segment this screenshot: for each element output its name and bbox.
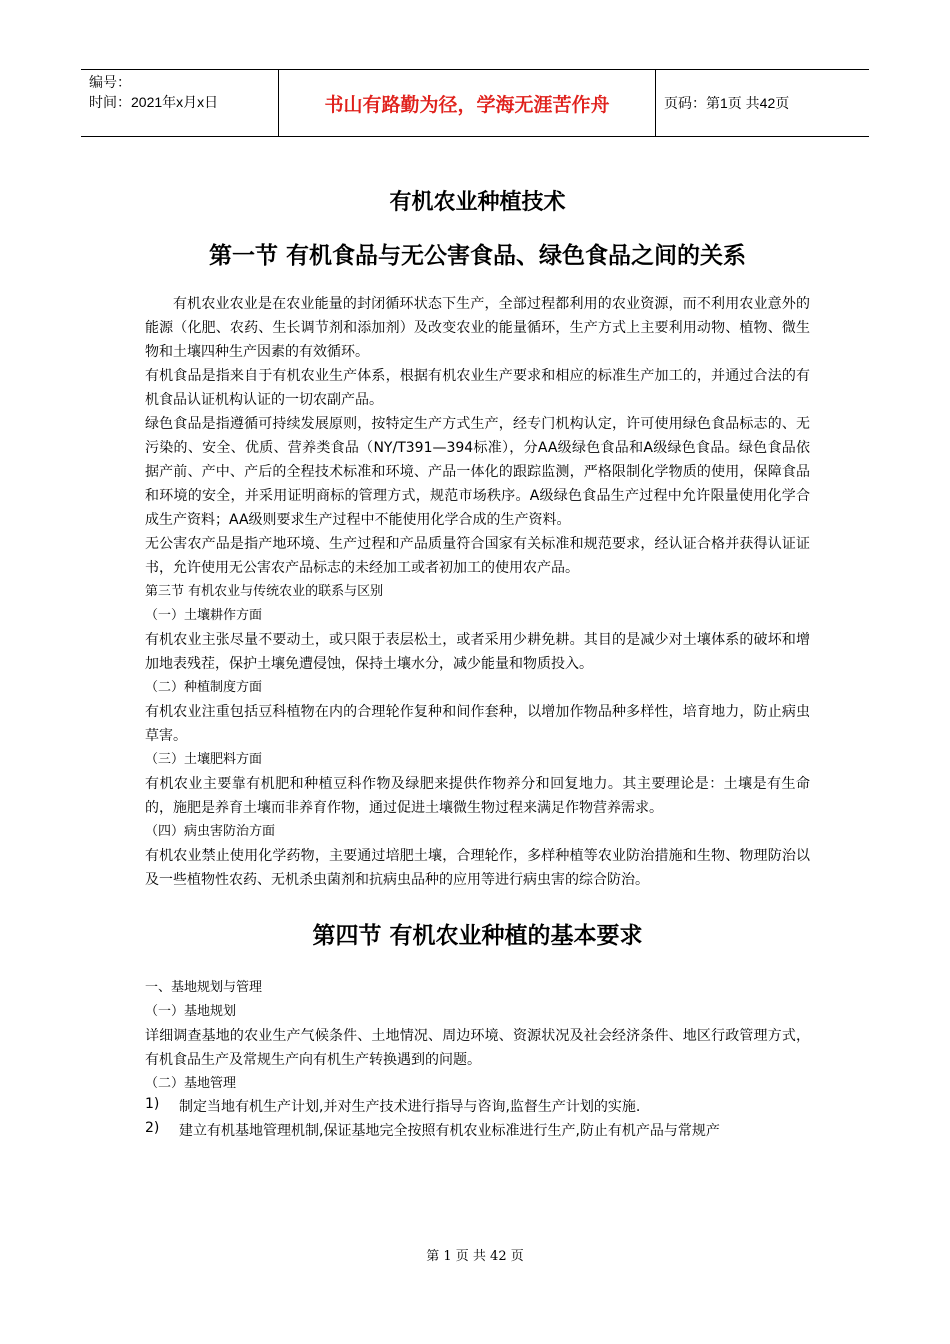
list-number: 2) (145, 1120, 160, 1136)
subheading: 一、基地规划与管理 (145, 980, 263, 995)
page-info: 页码：第1页 共42页 (664, 95, 790, 111)
paragraph: 有机农业主要靠有机肥和种植豆科作物及绿肥来提供作物养分和回复地力。其主要理论是：土壤是有生命的，施肥是养育土壤而非养育作物，通过促进土壤微生物过程来满足作物营养需求。 (145, 776, 810, 816)
paragraph: 无公害农产品是指产地环境、生产过程和产品质量符合国家有关标准和规范要求，经认证合格并获得认证证书，允许使用无公害农产品标志的未经加工或者初加工的使用农产品。 (145, 536, 810, 576)
paragraph: 有机农业注重包括豆科植物在内的合理轮作复种和间作套种，以增加作物品种多样性，培育地力，防止病虫草害。 (145, 704, 810, 744)
subheading: （一）基地规划 (145, 1004, 237, 1019)
subheading: （三）土壤肥料方面 (145, 752, 263, 767)
number-label: 编号： (89, 74, 131, 90)
motto: 书山有路勤为径，学海无涯苦作舟 (279, 70, 656, 136)
list-text: 制定当地有机生产计划,并对生产技术进行指导与咨询,监督生产计划的实施. (179, 1099, 641, 1115)
subheading: （四）病虫害防治方面 (145, 824, 276, 839)
paragraph: 有机农业主张尽量不要动土，或只限于表层松土，或者采用少耕免耕。其目的是减少对土壤体系的破坏和增加地表残茬，保护土壤免遭侵蚀，保持土壤水分，减少能量和物质投入。 (145, 632, 810, 672)
list-text: 建立有机基地管理机制,保证基地完全按照有机农业标准进行生产,防止有机产品与常规产 (179, 1123, 720, 1139)
section4-heading: 第四节 有机农业种植的基本要求 (312, 923, 643, 949)
header-meta-cell (81, 70, 279, 136)
section3-heading: 第三节 有机农业与传统农业的联系与区别 (145, 584, 384, 599)
paragraph: 有机农业禁止使用化学药物，主要通过培肥土壤，合理轮作，多样种植等农业防治措施和生物、物理防治以及一些植物性农药、无机杀虫菌剂和抗病虫品种的应用等进行病虫害的综合防治。 (145, 848, 810, 888)
section1-heading: 第一节 有机食品与无公害食品、绿色食品之间的关系 (208, 243, 746, 269)
page-footer: 第 1 页 共 42 页 (426, 1249, 524, 1264)
time-label: 时间：2021年x月x日 (89, 94, 219, 110)
paragraph: 有机食品是指来自于有机农业生产体系，根据有机农业生产要求和相应的标准生产加工的，并通过合法的有机食品认证机构认证的一切农副产品。 (145, 368, 810, 408)
paragraph: 详细调查基地的农业生产气候条件、土地情况、周边环境、资源状况及社会经济条件、地区行政管理方式，有机食品生产及常规生产向有机生产转换遇到的问题。 (145, 1028, 810, 1068)
paragraph: 绿色食品是指遵循可持续发展原则，按特定生产方式生产，经专门机构认定，许可使用绿色食品标志的、无污染的、安全、优质、营养类食品（NY/T391—394标准），分AA级绿色食品和A级绿色食品。绿色食品依据产前、产中、产后的全程技术标准和环境、产品一体化的跟踪监测，严格限制化学物质的使用，保障食品和环境的安全，并采用证明商标的管理方式，规范市场秩序。A级绿色食品生产过程中允许限量使用化学合成生产资料；AA级则要求生产过程中不能使用化学合成的生产资料。 (145, 416, 810, 528)
document-title: 有机农业种植技术 (389, 190, 566, 215)
subheading: （二）种植制度方面 (145, 680, 263, 695)
header-table (81, 69, 869, 137)
list-number: 1) (145, 1096, 160, 1112)
paragraph: 有机农业农业是在农业能量的封闭循环状态下生产，全部过程都利用的农业资源，而不利用农业意外的能源（化肥、农药、生长调节剂和添加剂）及改变农业的能量循环，生产方式上主要利用动物、植物、微生物和土壤四种生产因素的有效循环。 (145, 296, 810, 360)
list-item (145, 1120, 810, 1140)
document-body (145, 180, 810, 1140)
subheading: （二）基地管理 (145, 1076, 237, 1091)
subheading: （一）土壤耕作方面 (145, 608, 263, 623)
list-item (145, 1096, 810, 1116)
